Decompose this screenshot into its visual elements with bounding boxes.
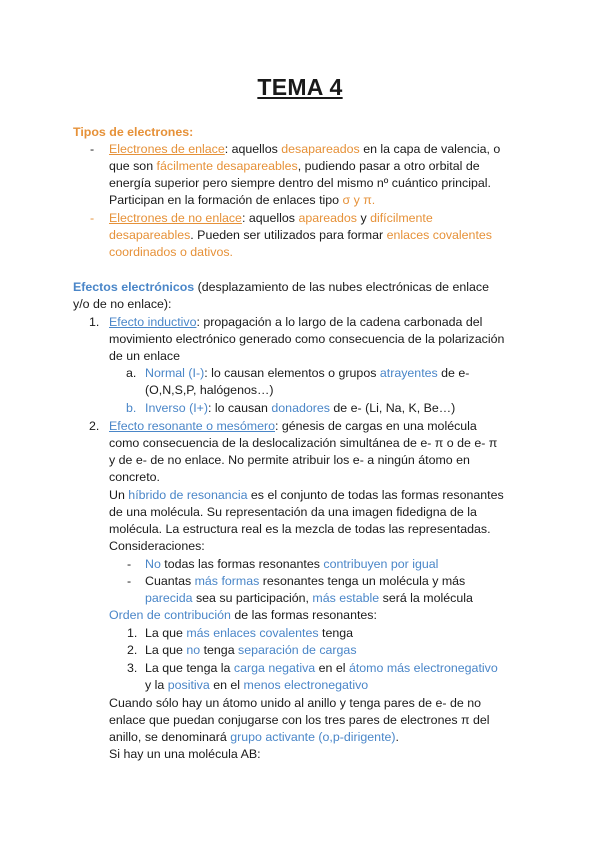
- list-item-line: Normal (I-): lo causan elementos o grupos atrayentes de e-: [145, 366, 470, 380]
- list-marker: -: [127, 557, 132, 571]
- list-item-line: (O,N,S,P, halógenos…): [145, 383, 274, 397]
- paragraph-line: Orden de contribución de las formas resonantes:: [109, 608, 377, 622]
- list-item-line: Electrones de no enlace: aquellos apareados y difícilmente: [109, 211, 433, 225]
- list-item-line: No todas las formas resonantes contribuyen por igual: [145, 557, 439, 571]
- list-item-line: La que más enlaces covalentes tenga: [145, 626, 354, 640]
- list-item-line: La que tenga la carga negativa en el átomo más electronegativo: [145, 661, 498, 675]
- list-marker: -: [127, 574, 132, 588]
- list-item-line: de un enlace: [109, 349, 180, 363]
- list-item-line: que son fácilmente desapareables, pudiendo pasar a otro orbital de: [109, 159, 480, 173]
- list-item-line: como consecuencia de la deslocalización simultánea de e- π o de e- π: [109, 436, 498, 450]
- list-marker: -: [90, 211, 95, 225]
- list-marker: 2.: [127, 643, 138, 657]
- page-title: TEMA 4: [257, 74, 343, 100]
- list-item-line: y de e- de no enlace. No permite atribuir los e- a ningún átomo en: [109, 453, 470, 467]
- paragraph-line: Consideraciones:: [109, 539, 205, 553]
- list-item-line: Efecto resonante o mesómero: génesis de cargas en una molécula: [109, 419, 477, 433]
- paragraph-line: de una molécula. Su representación da una imagen fidedigna de la: [109, 505, 477, 519]
- paragraph-line: anillo, se denominará grupo activante (o,p-dirigente).: [109, 730, 399, 744]
- list-item-line: Cuantas más formas resonantes tenga un molécula y más: [145, 574, 466, 588]
- paragraph-line: Si hay un una molécula AB:: [109, 747, 261, 761]
- list-marker: 2.: [89, 419, 100, 433]
- paragraph-line: Cuando sólo hay un átomo unido al anillo y tenga pares de e- de no: [109, 696, 481, 710]
- list-marker: a.: [126, 366, 137, 380]
- list-item-line: y la positiva en el menos electronegativo: [145, 678, 369, 692]
- section-heading-line: y/o de no enlace):: [73, 297, 172, 311]
- list-item-line: desapareables. Pueden ser utilizados para formar enlaces covalentes: [109, 228, 492, 242]
- term-electrones-no-enlace: Electrones de no enlace: [109, 211, 242, 225]
- list-marker: -: [90, 142, 95, 156]
- list-item-line: parecida sea su participación, más estable será la molécula: [145, 591, 473, 605]
- list-item-line: Efecto inductivo: propagación a lo largo de la cadena carbonada del: [109, 315, 483, 329]
- paragraph-line: enlace que puedan conjugarse con los tres pares de electrones π del: [109, 713, 490, 727]
- paragraph-line: molécula. La estructura real es la mezcla de todas las representadas.: [109, 522, 491, 536]
- list-item-line: movimiento electrónico generado como consecuencia de la polarización: [109, 332, 505, 346]
- list-item-line: energía superior pero siempre dentro del mismo nº cuántico principal.: [109, 176, 491, 190]
- list-item-line: Electrones de enlace: aquellos desapareados en la capa de valencia, o: [109, 142, 501, 156]
- list-marker: 1.: [89, 315, 100, 329]
- section-heading-efectos: Efectos electrónicos (desplazamiento de las nubes electrónicas de enlace: [73, 280, 490, 294]
- list-marker: b.: [126, 401, 137, 415]
- list-marker: 3.: [127, 661, 138, 675]
- list-item-line: Participan en la formación de enlaces tipo σ y π.: [109, 193, 376, 207]
- term-electrones-enlace: Electrones de enlace: [109, 142, 225, 156]
- term-efecto-inductivo: Efecto inductivo: [109, 315, 197, 329]
- list-item-line: coordinados o dativos.: [109, 245, 233, 259]
- list-item-line: concreto.: [109, 470, 160, 484]
- list-marker: 1.: [127, 626, 138, 640]
- section-heading-tipos: Tipos de electrones:: [73, 125, 194, 139]
- term-efecto-resonante: Efecto resonante o mesómero: [109, 419, 275, 433]
- paragraph-line: Un híbrido de resonancia es el conjunto de todas las formas resonantes: [109, 488, 504, 502]
- list-item-line: La que no tenga separación de cargas: [145, 643, 357, 657]
- list-item-line: Inverso (I+): lo causan donadores de e- (Li, Na, K, Be…): [145, 401, 456, 415]
